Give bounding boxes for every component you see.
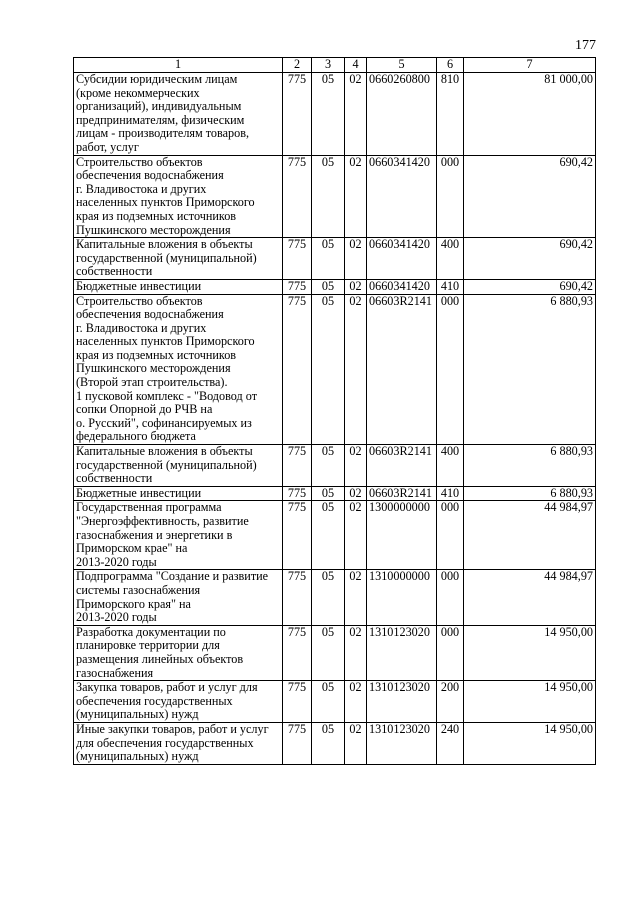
row-rz-cell: 05 — [312, 155, 345, 238]
row-vr-cell: 240 — [437, 722, 464, 764]
row-rz-cell: 05 — [312, 294, 345, 445]
row-ved-cell: 775 — [283, 238, 312, 280]
row-name-cell: Подпрограмма "Создание и развитие системы газоснабжения Приморского края" на 2013-2020 годы — [74, 570, 283, 625]
row-pr-cell: 02 — [345, 294, 367, 445]
row-name-cell: Иные закупки товаров, работ и услуг для обеспечения государственных (муниципальных) нужд — [74, 722, 283, 764]
row-vr-cell: 410 — [437, 486, 464, 501]
table-row — [74, 570, 596, 625]
row-ved-cell: 775 — [283, 279, 312, 294]
row-sum-cell: 81 000,00 — [464, 73, 596, 156]
row-sum-cell: 14 950,00 — [464, 625, 596, 680]
row-name-cell: Бюджетные инвестиции — [74, 279, 283, 294]
row-csr-cell: 1310000000 — [367, 570, 437, 625]
row-vr-cell: 000 — [437, 625, 464, 680]
row-sum-cell: 44 984,97 — [464, 570, 596, 625]
table-row — [74, 722, 596, 764]
table-row — [74, 625, 596, 680]
header-row — [74, 58, 596, 73]
row-ved-cell: 775 — [283, 294, 312, 445]
row-pr-cell: 02 — [345, 445, 367, 487]
row-sum-cell: 6 880,93 — [464, 294, 596, 445]
row-pr-cell: 02 — [345, 722, 367, 764]
row-ved-cell: 775 — [283, 570, 312, 625]
table-row — [74, 501, 596, 570]
row-vr-cell: 000 — [437, 155, 464, 238]
row-csr-cell: 06603R2141 — [367, 294, 437, 445]
row-csr-cell: 0660341420 — [367, 155, 437, 238]
row-ved-cell: 775 — [283, 155, 312, 238]
row-vr-cell: 000 — [437, 570, 464, 625]
row-pr-cell: 02 — [345, 625, 367, 680]
row-vr-cell: 400 — [437, 238, 464, 280]
row-vr-cell: 400 — [437, 445, 464, 487]
row-rz-cell: 05 — [312, 501, 345, 570]
row-rz-cell: 05 — [312, 238, 345, 280]
row-ved-cell: 775 — [283, 681, 312, 723]
row-csr-cell: 0660341420 — [367, 238, 437, 280]
row-sum-cell: 44 984,97 — [464, 501, 596, 570]
row-rz-cell: 05 — [312, 445, 345, 487]
header-cell: 3 — [312, 58, 345, 73]
row-csr-cell: 1310123020 — [367, 625, 437, 680]
row-vr-cell: 000 — [437, 294, 464, 445]
row-rz-cell: 05 — [312, 625, 345, 680]
table-row — [74, 73, 596, 156]
row-ved-cell: 775 — [283, 73, 312, 156]
row-ved-cell: 775 — [283, 625, 312, 680]
table-row — [74, 279, 596, 294]
row-csr-cell: 06603R2141 — [367, 486, 437, 501]
row-rz-cell: 05 — [312, 570, 345, 625]
table-row — [74, 486, 596, 501]
row-ved-cell: 775 — [283, 722, 312, 764]
row-csr-cell: 1310123020 — [367, 722, 437, 764]
row-csr-cell: 06603R2141 — [367, 445, 437, 487]
row-sum-cell: 6 880,93 — [464, 445, 596, 487]
row-rz-cell: 05 — [312, 486, 345, 501]
table-row — [74, 681, 596, 723]
row-pr-cell: 02 — [345, 238, 367, 280]
row-sum-cell: 6 880,93 — [464, 486, 596, 501]
row-name-cell: Субсидии юридическим лицам (кроме некоммерческих организаций), индивидуальным предпринимателям, физическим лицам - производителям товаров, работ, услуг — [74, 73, 283, 156]
header-cell: 4 — [345, 58, 367, 73]
row-name-cell: Бюджетные инвестиции — [74, 486, 283, 501]
row-name-cell: Капитальные вложения в объекты государственной (муниципальной) собственности — [74, 445, 283, 487]
row-csr-cell: 0660260800 — [367, 73, 437, 156]
budget-table — [73, 57, 596, 765]
row-name-cell: Капитальные вложения в объекты государственной (муниципальной) собственности — [74, 238, 283, 280]
row-ved-cell: 775 — [283, 501, 312, 570]
row-pr-cell: 02 — [345, 73, 367, 156]
header-cell: 5 — [367, 58, 437, 73]
header-cell: 7 — [464, 58, 596, 73]
row-sum-cell: 14 950,00 — [464, 722, 596, 764]
row-csr-cell: 1300000000 — [367, 501, 437, 570]
row-pr-cell: 02 — [345, 279, 367, 294]
row-name-cell: Разработка документации по планировке территории для размещения линейных объектов газоснабжения — [74, 625, 283, 680]
row-pr-cell: 02 — [345, 155, 367, 238]
row-csr-cell: 0660341420 — [367, 279, 437, 294]
row-name-cell: Закупка товаров, работ и услуг для обеспечения государственных (муниципальных) нужд — [74, 681, 283, 723]
header-cell: 2 — [283, 58, 312, 73]
row-name-cell: Строительство объектов обеспечения водоснабжения г. Владивостока и других населенных пунктов Приморского края из подземных источников Пушкинского месторождения (Второй этап строительства). 1 пусковой комплекс - "Водовод от сопки Опорной до РЧВ на о. Русский", софинансируемых из федерального бюджета — [74, 294, 283, 445]
row-rz-cell: 05 — [312, 73, 345, 156]
row-ved-cell: 775 — [283, 445, 312, 487]
table-row — [74, 238, 596, 280]
row-rz-cell: 05 — [312, 722, 345, 764]
row-pr-cell: 02 — [345, 681, 367, 723]
row-vr-cell: 410 — [437, 279, 464, 294]
header-cell: 6 — [437, 58, 464, 73]
header-cell: 1 — [74, 58, 283, 73]
row-name-cell: Строительство объектов обеспечения водоснабжения г. Владивостока и других населенных пунктов Приморского края из подземных источников Пушкинского месторождения — [74, 155, 283, 238]
table-row — [74, 294, 596, 445]
row-pr-cell: 02 — [345, 486, 367, 501]
row-rz-cell: 05 — [312, 681, 345, 723]
row-sum-cell: 690,42 — [464, 155, 596, 238]
table-row — [74, 155, 596, 238]
row-name-cell: Государственная программа "Энергоэффективность, развитие газоснабжения и энергетики в Приморском крае" на 2013-2020 годы — [74, 501, 283, 570]
page-number: 177 — [575, 38, 596, 53]
row-pr-cell: 02 — [345, 570, 367, 625]
row-rz-cell: 05 — [312, 279, 345, 294]
row-pr-cell: 02 — [345, 501, 367, 570]
row-sum-cell: 690,42 — [464, 279, 596, 294]
row-csr-cell: 1310123020 — [367, 681, 437, 723]
row-sum-cell: 690,42 — [464, 238, 596, 280]
row-vr-cell: 200 — [437, 681, 464, 723]
row-vr-cell: 000 — [437, 501, 464, 570]
row-vr-cell: 810 — [437, 73, 464, 156]
row-ved-cell: 775 — [283, 486, 312, 501]
table-row — [74, 445, 596, 487]
row-sum-cell: 14 950,00 — [464, 681, 596, 723]
